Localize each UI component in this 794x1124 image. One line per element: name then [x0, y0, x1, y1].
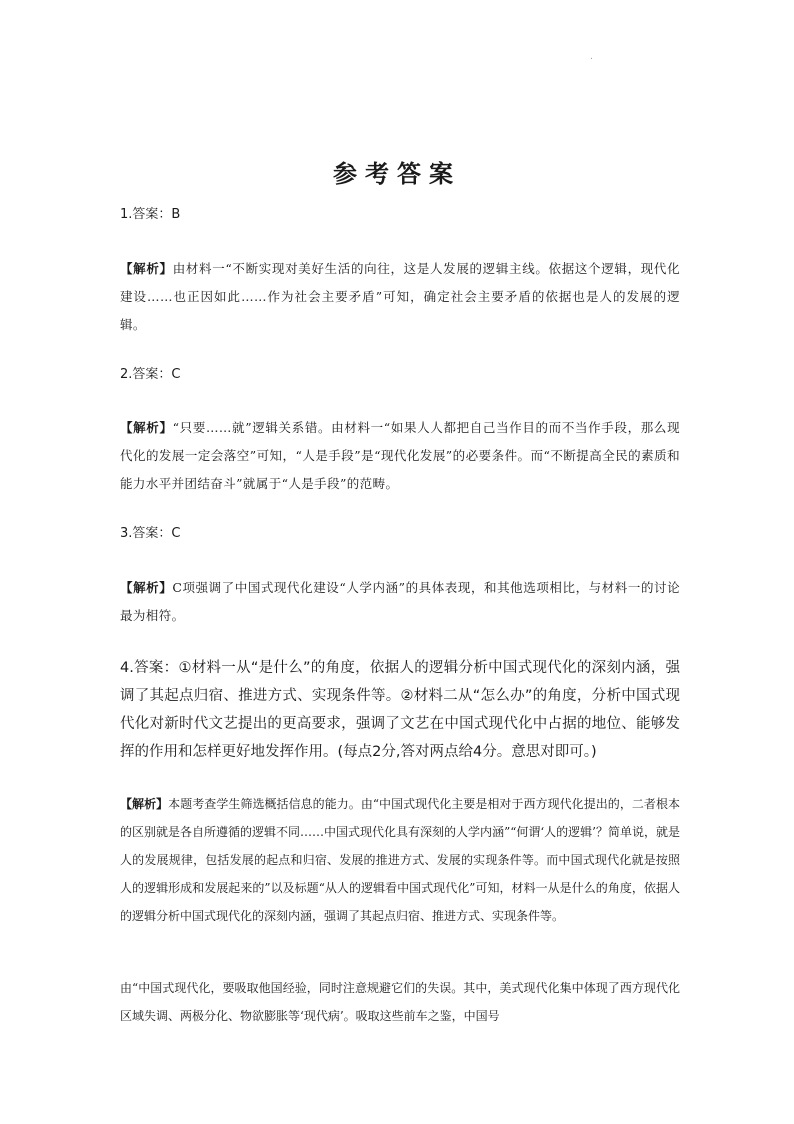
- analysis-text: 本题考查学生筛选概括信息的能力。由“中国式现代化主要是相对于西方现代化提出的，二者根本的区别就是各自所遵循的逻辑不同……中国式现代化具有深刻的人学内涵”“何谓‘人的逻辑’？简单说，就是人的发展规律，包括发展的起点和归宿、发展的推进方式、发展的实现条件等。而中国式现代化就是按照人的逻辑形成和发展起来的”以及标题“从人的逻辑看中国式现代化”可知，材料一从是什么的角度，依据人的逻辑分析中国式现代化的深刻内涵，强调了其起点归宿、推进方式、实现条件等。: [120, 797, 680, 923]
- analysis-label: 【解析】: [120, 261, 173, 276]
- answer-3: 3.答案：C: [120, 526, 181, 541]
- analysis-4: [120, 790, 680, 930]
- analysis-label: 【解析】: [120, 580, 173, 595]
- analysis-text: “只要……就”逻辑关系错。由材料一“如果人人都把自己当作目的而不当作手段，那么现代化的发展一定会落空”可知，“人是手段”是“现代化发展”的必要条件。而“不断提高全民的素质和能力水平并团结奋斗”就属于“人是手段”的范畴。: [120, 420, 680, 491]
- answer-1: 1.答案：B: [120, 207, 181, 222]
- analysis-3: [120, 574, 680, 630]
- analysis-label: 【解析】: [120, 420, 173, 435]
- analysis-4-continued: 由“中国式现代化，要吸取他国经验，同时注意规避它们的失误。其中，美式现代化集中体现了西方现代化区域失调、两极分化、物欲膨胀等‘现代病’。吸取这些前车之鉴，中国号: [120, 981, 680, 1023]
- page-title: 参考答案: [333, 160, 461, 188]
- analysis-1: [120, 255, 680, 339]
- page-mark: .: [590, 52, 593, 62]
- answer-4: 4.答案：①材料一从“是什么”的角度，依据人的逻辑分析中国式现代化的深刻内涵，强调了其起点归宿、推进方式、实现条件等。②材料二从“怎么办”的角度，分析中国式现代化对新时代文艺提出的更高要求，强调了文艺在中国式现代化中占据的地位、能够发挥的作用和怎样更好地发挥作用。(每点2分,答对两点给4分。意思对即可。): [120, 660, 680, 760]
- analysis-2: [120, 414, 680, 498]
- analysis-text: C项强调了中国式现代化建设“人学内涵”的具体表现，和其他选项相比，与材料一的讨论最为相符。: [120, 580, 680, 623]
- analysis-label: 【解析】: [120, 797, 169, 811]
- answer-2: 2.答案：C: [120, 367, 181, 382]
- analysis-text: 由材料一“不断实现对美好生活的向往，这是人发展的逻辑主线。依据这个逻辑，现代化建设……也正因如此……作为社会主要矛盾”可知，确定社会主要矛盾的依据也是人的发展的逻辑。: [120, 261, 680, 332]
